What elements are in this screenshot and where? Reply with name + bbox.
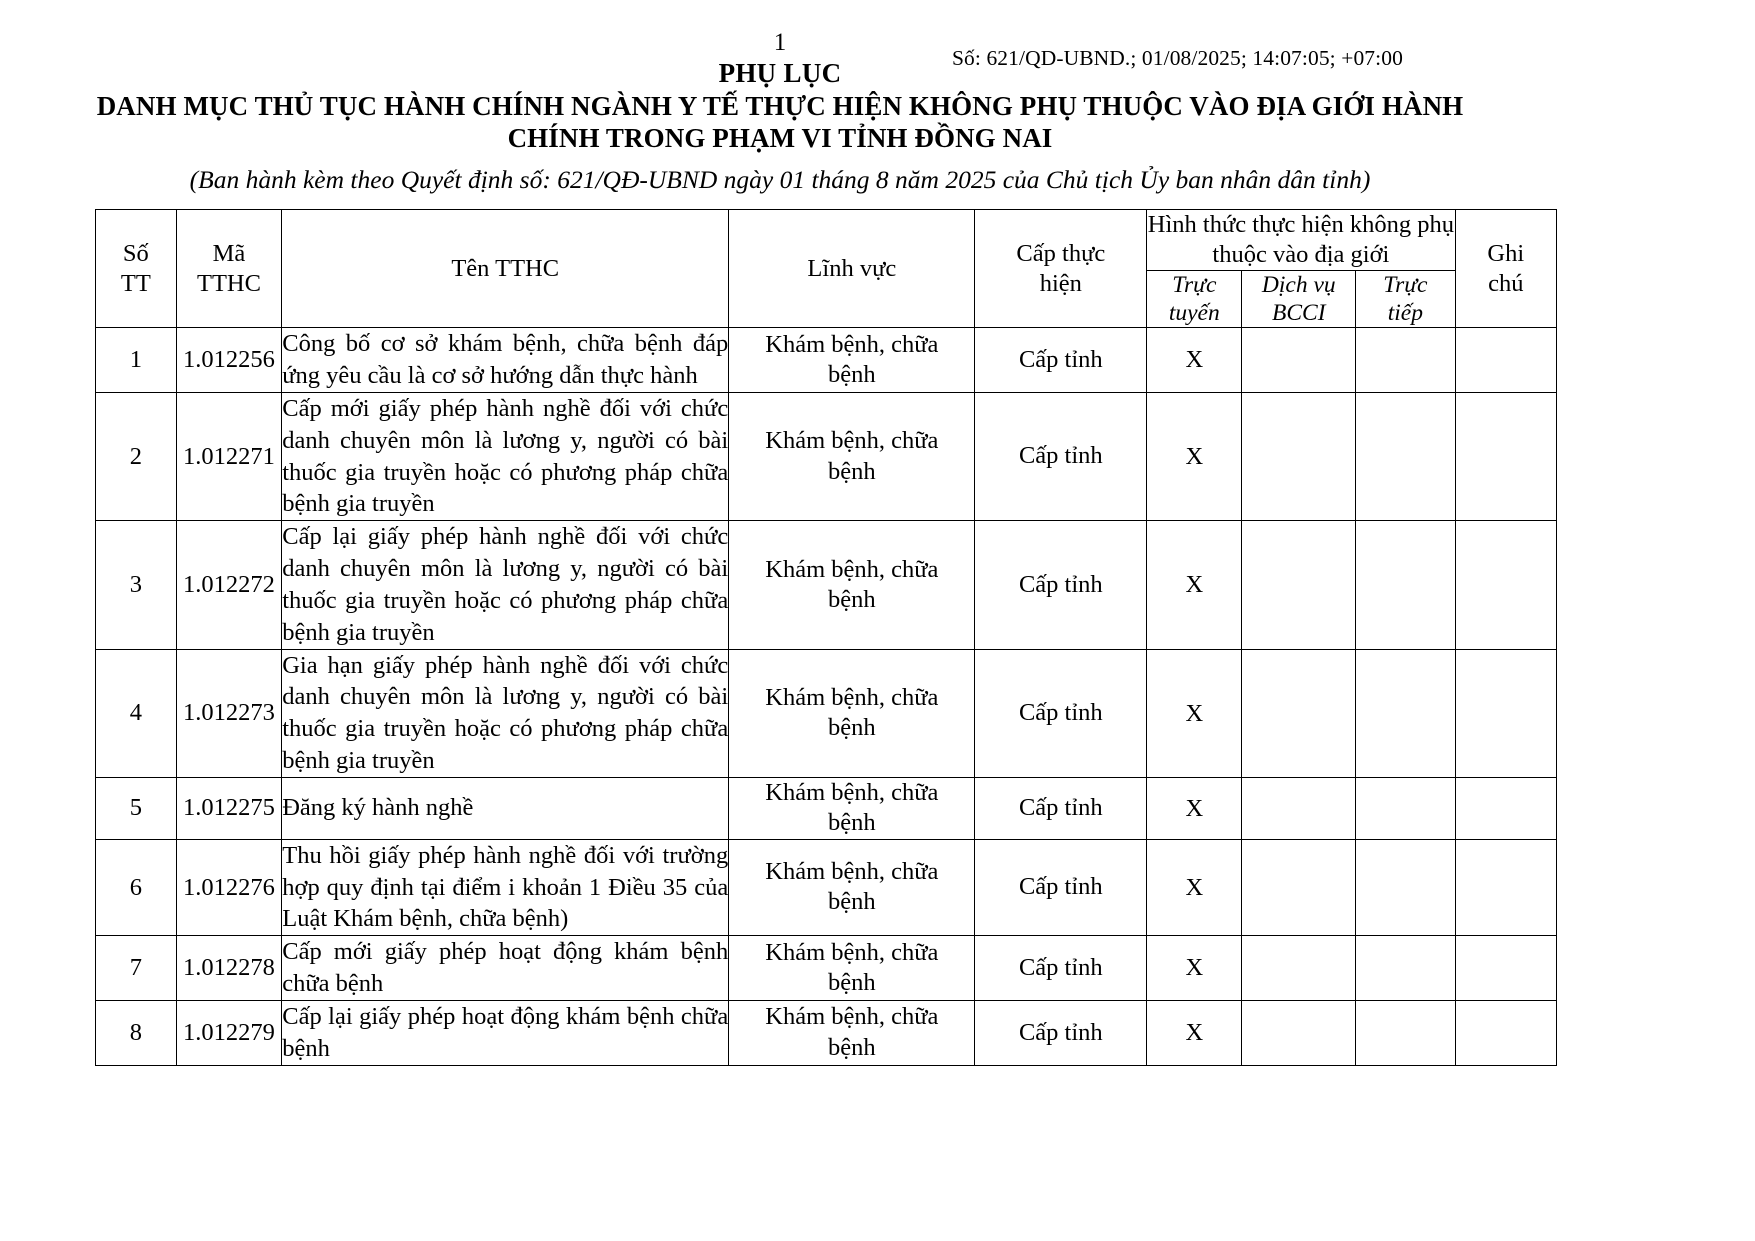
cell-stt: 3 — [96, 521, 177, 649]
cell-cap-thuc-hien: Cấp tỉnh — [975, 936, 1147, 1001]
cell-ten-tthc: Cấp mới giấy phép hành nghề đối với chức danh chuyên môn là lương y, người có bài thuốc gia truyền hoặc có phương pháp chữa bệnh gia truyền — [282, 392, 729, 520]
cell-cap-thuc-hien: Cấp tỉnh — [975, 328, 1147, 393]
table-row — [96, 1000, 1557, 1065]
cell-stt: 5 — [96, 777, 177, 839]
cell-ten-tthc: Cấp mới giấy phép hoạt động khám bệnh chữa bệnh — [282, 936, 729, 1001]
header-row-primary — [96, 210, 1557, 271]
cell-ten-tthc: Thu hồi giấy phép hành nghề đối với trường hợp quy định tại điểm i khoản 1 Điều 35 của Luật Khám bệnh, chữa bệnh) — [282, 839, 729, 936]
cell-truc-tuyen: X — [1147, 392, 1242, 520]
cell-truc-tuyen: X — [1147, 328, 1242, 393]
cell-linh-vuc — [729, 839, 975, 936]
cell-ten-tthc: Đăng ký hành nghề — [282, 777, 729, 839]
cell-ma-tthc: 1.012278 — [176, 936, 282, 1001]
column-header-dich-vu-line2: BCCI — [1272, 299, 1326, 326]
linh-vuc-line1: Khám bệnh, chữa — [765, 858, 939, 886]
table-row — [96, 521, 1557, 649]
cell-truc-tuyen: X — [1147, 936, 1242, 1001]
linh-vuc-line1: Khám bệnh, chữa — [765, 330, 939, 358]
column-header-stt-line2: TT — [120, 269, 151, 297]
column-header-ma-line1: Mã — [212, 239, 246, 267]
table-row — [96, 392, 1557, 520]
linh-vuc-line2: bệnh — [828, 888, 876, 916]
cell-linh-vuc — [729, 328, 975, 393]
cell-truc-tiep — [1356, 936, 1455, 1001]
cell-truc-tiep — [1356, 521, 1455, 649]
title-block — [0, 58, 1560, 197]
cell-ma-tthc: 1.012256 — [176, 328, 282, 393]
cell-stt: 1 — [96, 328, 177, 393]
document-title-line1: DANH MỤC THỦ TỤC HÀNH CHÍNH NGÀNH Y TẾ THỰC HIỆN KHÔNG PHỤ THUỘC VÀO ĐỊA GIỚI HÀNH — [96, 90, 1464, 121]
cell-ghi-chu — [1455, 649, 1556, 777]
linh-vuc-line2: bệnh — [828, 1033, 876, 1061]
column-header-ghi-chu — [1455, 210, 1556, 328]
cell-truc-tiep — [1356, 777, 1455, 839]
column-header-ma-line2: TTHC — [196, 269, 261, 297]
cell-ghi-chu — [1455, 328, 1556, 393]
column-header-truc-tuyen — [1147, 270, 1242, 327]
linh-vuc-line1: Khám bệnh, chữa — [765, 778, 939, 806]
cell-ten-tthc: Gia hạn giấy phép hành nghề đối với chức danh chuyên môn là lương y, người có bài thuốc gia truyền hoặc có phương pháp chữa bệnh gia truyền — [282, 649, 729, 777]
linh-vuc-line2: bệnh — [828, 969, 876, 997]
cell-cap-thuc-hien: Cấp tỉnh — [975, 392, 1147, 520]
column-header-linh-vuc: Lĩnh vực — [729, 210, 975, 328]
cell-ten-tthc: Công bố cơ sở khám bệnh, chữa bệnh đáp ứng yêu cầu là cơ sở hướng dẫn thực hành — [282, 328, 729, 393]
tthc-table — [95, 209, 1557, 1066]
cell-ma-tthc: 1.012276 — [176, 839, 282, 936]
cell-cap-thuc-hien: Cấp tỉnh — [975, 1000, 1147, 1065]
cell-ma-tthc: 1.012279 — [176, 1000, 282, 1065]
page-number: 1 — [773, 29, 787, 56]
column-header-ghi-chu-line2: chú — [1488, 269, 1524, 297]
cell-truc-tuyen: X — [1147, 839, 1242, 936]
cell-stt: 2 — [96, 392, 177, 520]
linh-vuc-line2: bệnh — [828, 360, 876, 388]
cell-ghi-chu — [1455, 839, 1556, 936]
cell-linh-vuc — [729, 521, 975, 649]
table-body — [96, 328, 1557, 1065]
cell-cap-thuc-hien: Cấp tỉnh — [975, 777, 1147, 839]
cell-ten-tthc: Cấp lại giấy phép hành nghề đối với chức danh chuyên môn là lương y, người có bài thuốc gia truyền hoặc có phương pháp chữa bệnh gia truyền — [282, 521, 729, 649]
column-header-truc-tiep-line1: Trực — [1383, 271, 1428, 298]
cell-cap-thuc-hien: Cấp tỉnh — [975, 649, 1147, 777]
digital-signature-stamp: Số: 621/QD-UBND.; 01/08/2025; 14:07:05; +07:00 — [952, 46, 1403, 70]
appendix-label: PHỤ LỤC — [718, 58, 842, 88]
cell-cap-thuc-hien: Cấp tỉnh — [975, 839, 1147, 936]
tthc-table-container — [95, 209, 1557, 1066]
table-header — [96, 210, 1557, 328]
cell-linh-vuc — [729, 392, 975, 520]
table-row — [96, 777, 1557, 839]
column-header-truc-tiep — [1356, 270, 1455, 327]
column-header-cap-line1: Cấp thực — [1016, 239, 1106, 267]
document-subtitle: (Ban hành kèm theo Quyết định số: 621/QĐ-UBND ngày 01 tháng 8 năm 2025 của Chủ tịch Ủy ban nhân dân tỉnh) — [189, 164, 1371, 194]
column-header-dich-vu-line1: Dịch vụ — [1261, 271, 1336, 298]
cell-truc-tuyen: X — [1147, 521, 1242, 649]
cell-truc-tuyen: X — [1147, 649, 1242, 777]
cell-dich-vu-bcci — [1242, 777, 1356, 839]
column-header-stt-line1: Số — [122, 239, 149, 267]
column-header-truc-tuyen-line2: tuyến — [1168, 299, 1220, 326]
cell-dich-vu-bcci — [1242, 649, 1356, 777]
linh-vuc-line2: bệnh — [828, 714, 876, 742]
cell-dich-vu-bcci — [1242, 521, 1356, 649]
linh-vuc-line1: Khám bệnh, chữa — [765, 683, 939, 711]
cell-stt: 8 — [96, 1000, 177, 1065]
column-header-ma-tthc — [176, 210, 282, 328]
cell-cap-thuc-hien: Cấp tỉnh — [975, 521, 1147, 649]
cell-linh-vuc — [729, 777, 975, 839]
cell-truc-tuyen: X — [1147, 1000, 1242, 1065]
cell-ghi-chu — [1455, 777, 1556, 839]
cell-dich-vu-bcci — [1242, 392, 1356, 520]
cell-truc-tiep — [1356, 1000, 1455, 1065]
column-header-dich-vu-bcci — [1242, 270, 1356, 327]
cell-ghi-chu — [1455, 936, 1556, 1001]
cell-dich-vu-bcci — [1242, 839, 1356, 936]
cell-ghi-chu — [1455, 521, 1556, 649]
column-header-cap-line2: hiện — [1039, 269, 1082, 297]
cell-ma-tthc: 1.012273 — [176, 649, 282, 777]
cell-stt: 6 — [96, 839, 177, 936]
linh-vuc-line2: bệnh — [828, 585, 876, 613]
cell-linh-vuc — [729, 936, 975, 1001]
cell-stt: 7 — [96, 936, 177, 1001]
cell-truc-tuyen: X — [1147, 777, 1242, 839]
column-header-truc-tuyen-line1: Trực — [1172, 271, 1217, 298]
cell-ghi-chu — [1455, 1000, 1556, 1065]
linh-vuc-line2: bệnh — [828, 809, 876, 837]
cell-dich-vu-bcci — [1242, 1000, 1356, 1065]
cell-ma-tthc: 1.012271 — [176, 392, 282, 520]
linh-vuc-line2: bệnh — [828, 457, 876, 485]
cell-truc-tiep — [1356, 649, 1455, 777]
cell-ma-tthc: 1.012272 — [176, 521, 282, 649]
linh-vuc-line1: Khám bệnh, chữa — [765, 427, 939, 455]
cell-truc-tiep — [1356, 839, 1455, 936]
column-header-hinh-thuc-group: Hình thức thực hiện không phụ thuộc vào địa giới — [1147, 210, 1455, 271]
column-header-ghi-chu-line1: Ghi — [1487, 239, 1525, 267]
document-title-line2: CHÍNH TRONG PHẠM VI TỈNH ĐỒNG NAI — [507, 123, 1053, 154]
cell-truc-tiep — [1356, 392, 1455, 520]
table-row — [96, 328, 1557, 393]
linh-vuc-line1: Khám bệnh, chữa — [765, 938, 939, 966]
cell-truc-tiep — [1356, 328, 1455, 393]
cell-dich-vu-bcci — [1242, 328, 1356, 393]
table-row — [96, 839, 1557, 936]
table-row — [96, 936, 1557, 1001]
cell-stt: 4 — [96, 649, 177, 777]
column-header-cap-thuc-hien — [975, 210, 1147, 328]
linh-vuc-line1: Khám bệnh, chữa — [765, 555, 939, 583]
cell-ten-tthc: Cấp lại giấy phép hoạt động khám bệnh chữa bệnh — [282, 1000, 729, 1065]
linh-vuc-line1: Khám bệnh, chữa — [765, 1003, 939, 1031]
column-header-ten-tthc: Tên TTHC — [282, 210, 729, 328]
table-row — [96, 649, 1557, 777]
column-header-truc-tiep-line2: tiếp — [1387, 299, 1423, 326]
column-header-stt — [96, 210, 177, 328]
cell-ma-tthc: 1.012275 — [176, 777, 282, 839]
cell-dich-vu-bcci — [1242, 936, 1356, 1001]
cell-linh-vuc — [729, 1000, 975, 1065]
cell-linh-vuc — [729, 649, 975, 777]
cell-ghi-chu — [1455, 392, 1556, 520]
